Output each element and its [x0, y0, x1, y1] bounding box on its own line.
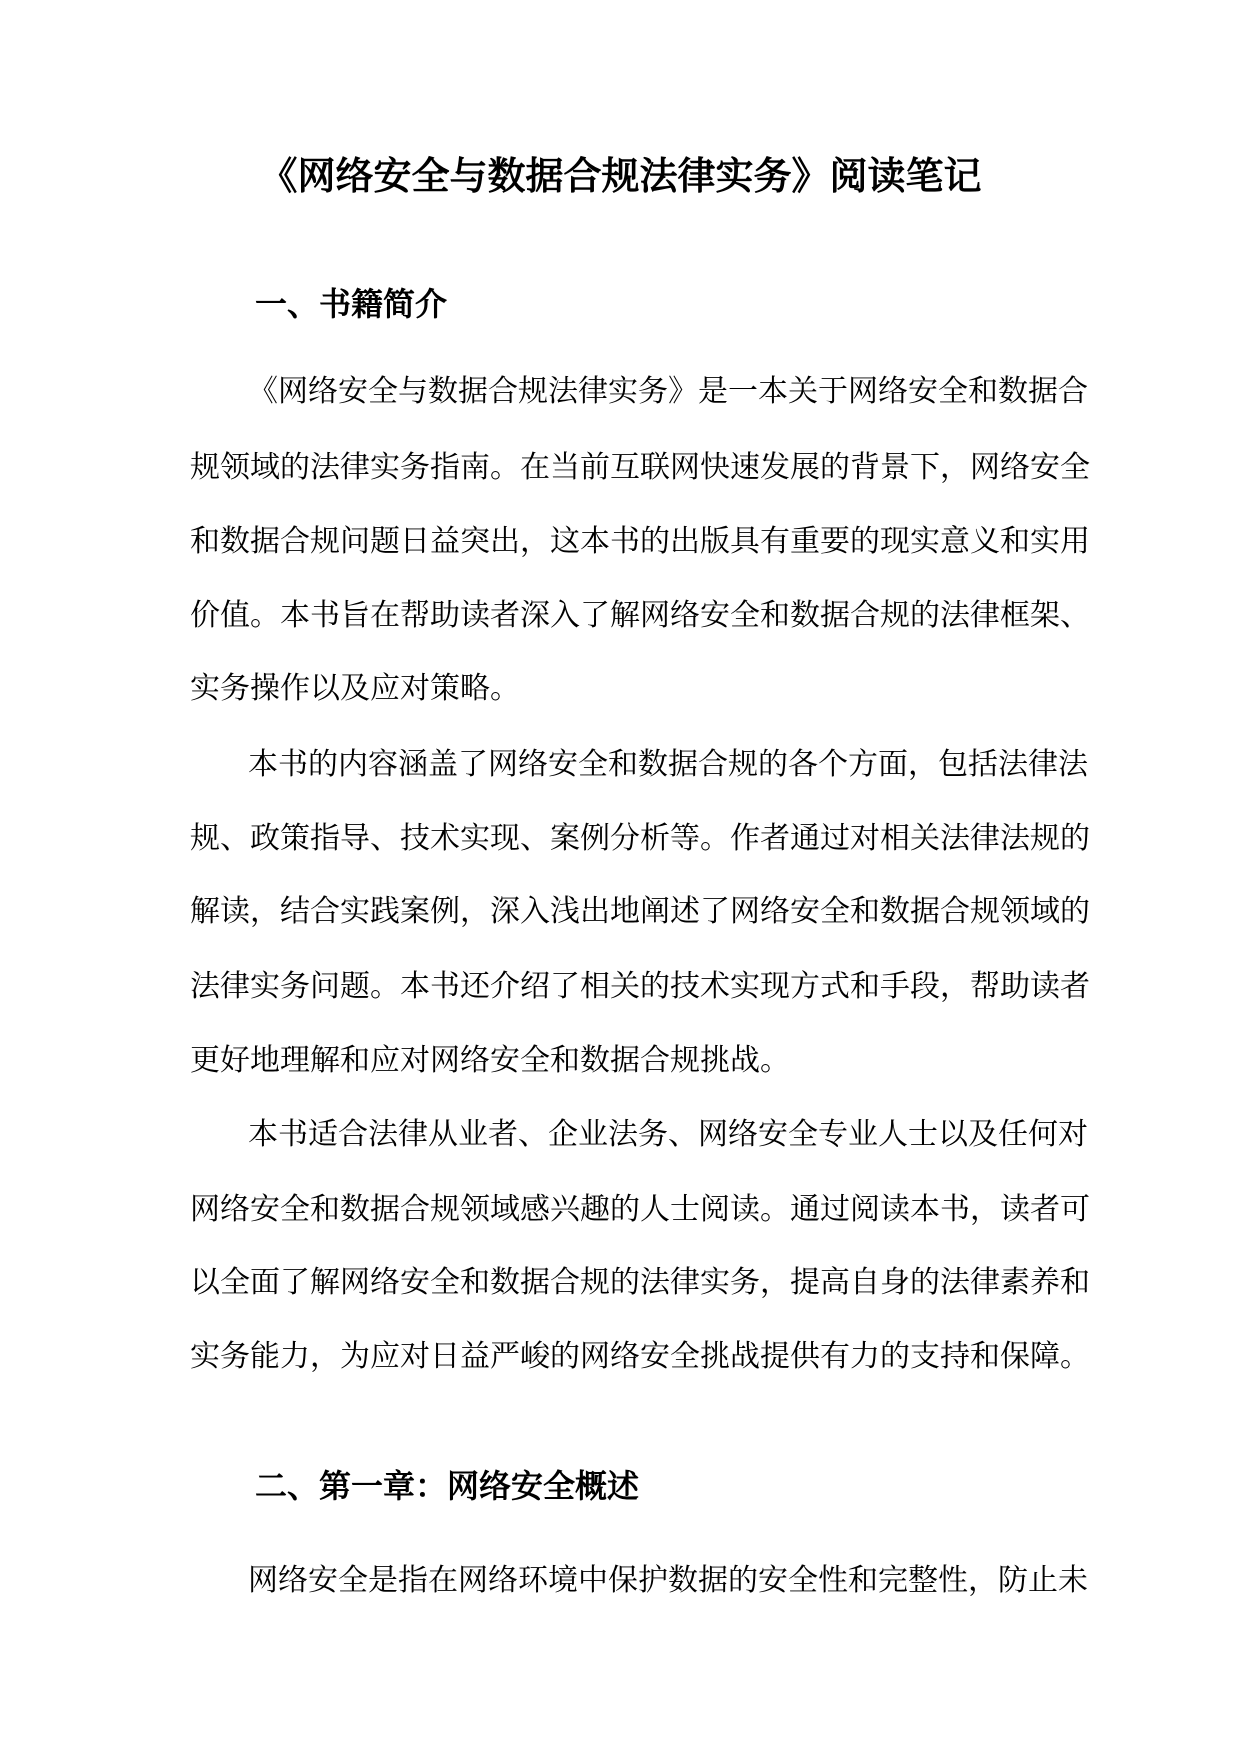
paragraph-line: 规领域的法律实务指南。在当前互联网快速发展的背景下，网络安全	[190, 450, 1090, 485]
paragraph-line: 更好地理解和应对网络安全和数据合规挑战。	[190, 1043, 790, 1078]
paragraph-line: 实务操作以及应对策略。	[190, 671, 520, 706]
paragraph-line: 解读，结合实践案例，深入浅出地阐述了网络安全和数据合规领域的	[190, 894, 1090, 929]
paragraph-line: 本书适合法律从业者、企业法务、网络安全专业人士以及任何对	[248, 1117, 1088, 1152]
paragraph-line: 法律实务问题。本书还介绍了相关的技术实现方式和手段，帮助读者	[190, 969, 1090, 1004]
paragraph-line: 网络安全是指在网络环境中保护数据的安全性和完整性，防止未	[248, 1563, 1088, 1598]
paragraph-line: 和数据合规问题日益突出，这本书的出版具有重要的现实意义和实用	[190, 524, 1090, 559]
paragraph-line: 《网络安全与数据合规法律实务》是一本关于网络安全和数据合	[248, 374, 1088, 409]
paragraph-line: 规、政策指导、技术实现、案例分析等。作者通过对相关法律法规的	[190, 821, 1090, 856]
paragraph-line: 本书的内容涵盖了网络安全和数据合规的各个方面，包括法律法	[248, 747, 1088, 782]
document-title: 《网络安全与数据合规法律实务》阅读笔记	[259, 153, 982, 198]
paragraph-line: 实务能力，为应对日益严峻的网络安全挑战提供有力的支持和保障。	[190, 1339, 1090, 1374]
paragraph-line: 以全面了解网络安全和数据合规的法律实务，提高自身的法律素养和	[190, 1265, 1090, 1300]
paragraph-line: 价值。本书旨在帮助读者深入了解网络安全和数据合规的法律框架、	[190, 598, 1090, 633]
section-heading-chapter-one: 二、第一章：网络安全概述	[255, 1467, 640, 1505]
paragraph-line: 网络安全和数据合规领域感兴趣的人士阅读。通过阅读本书，读者可	[190, 1192, 1090, 1227]
section-heading-intro: 一、书籍简介	[255, 285, 448, 323]
